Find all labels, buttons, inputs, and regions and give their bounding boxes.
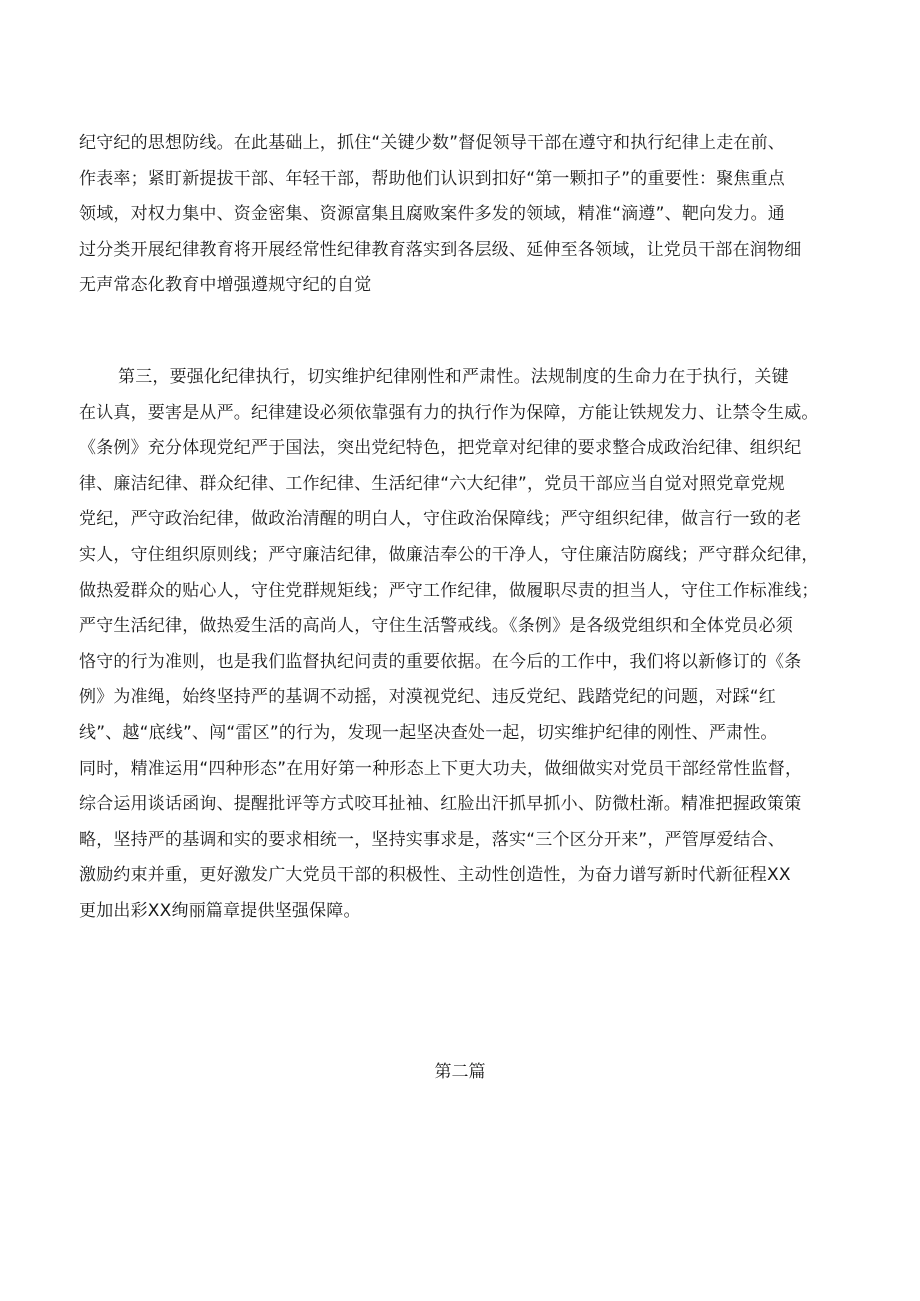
text-line: 党纪，严守政治纪律，做政治清醒的明白人，守住政治保障线；严守组织纪律，做言行一致的老 [79, 509, 802, 530]
text-line: 实人，守住组织原则线；严守廉洁纪律，做廉洁奉公的干净人，守住廉洁防腐线；严守群众纪律， [79, 544, 819, 565]
text-line: 更加出彩XX绚丽篇章提供坚强保障。 [79, 900, 361, 921]
text-line: 例》为准绳，始终坚持严的基调不动摇，对漠视党纪、违反党纪、践踏党纪的问题，对踩“红 [79, 687, 777, 708]
text-line: 作表率；紧盯新提拔干部、年轻干部，帮助他们认识到扣好“第一颗扣子”的重要性：聚焦重点 [79, 168, 786, 189]
text-line: 《条例》充分体现党纪严于国法，突出党纪特色，把党章对纪律的要求整合成政治纪律、组织纪 [79, 438, 802, 459]
text-line: 同时，精准运用“四种形态”在用好第一种形态上下更大功夫，做细做实对党员干部经常性监督， [79, 758, 803, 779]
text-line: 纪守纪的思想防线。在此基础上，抓住“关键少数”督促领导干部在遵守和执行纪律上走在前、 [79, 133, 786, 153]
text-line: 无声常态化教育中增强遵规守纪的自觉 [79, 275, 372, 296]
paragraph-discipline-enforcement [79, 360, 847, 930]
text-line: 律、廉洁纪律、群众纪律、工作纪律、生活纪律“六大纪律”，党员干部应当自觉对照党章党规 [79, 473, 786, 494]
paragraph-discipline-education [79, 126, 847, 304]
text-line: 综合运用谈话函询、提醒批评等方式咬耳扯袖、红脸出汗抓早抓小、防微杜渐。精准把握政策策 [79, 794, 802, 815]
text-line: 略，坚持严的基调和实的要求相统一，坚持实事求是，落实“三个区分开来”，严管厚爱结合、 [79, 829, 786, 850]
text-line: 做热爱群众的贴心人，守住党群规矩线；严守工作纪律，做履职尽责的担当人，守住工作标准线； [79, 580, 819, 601]
text-line: 过分类开展纪律教育将开展经常性纪律教育落实到各层级、延伸至各领域，让党员干部在润物细 [79, 239, 802, 260]
text-line: 恪守的行为准则，也是我们监督执纪问责的重要依据。在今后的工作中，我们将以新修订的《条 [79, 651, 802, 672]
text-line: 领域，对权力集中、资金密集、资源富集且腐败案件多发的领域，精准“滴遵”、靶向发力。通 [79, 204, 786, 225]
text-line: 在认真，要害是从严。纪律建设必须依靠强有力的执行作为保障，方能让铁规发力、让禁令生威。 [79, 402, 819, 423]
text-line: 激励约束并重，更好激发广大党员干部的积极性、主动性创造性，为奋力谱写新时代新征程XX [79, 865, 791, 886]
section-heading: 第二篇 [434, 1062, 486, 1082]
text-line: 线”、越“底线”、闯“雷区”的行为，发现一起坚决查处一起，切实维护纪律的刚性、严肃性。 [79, 722, 778, 743]
text-line: 第三，要强化纪律执行，切实维护纪律刚性和严肃性。法规制度的生命力在于执行，关键 [118, 367, 789, 387]
text-line: 严守生活纪律，做热爱生活的高尚人，守住生活警戒线。《条例》是各级党组织和全体党员必须 [79, 616, 793, 637]
